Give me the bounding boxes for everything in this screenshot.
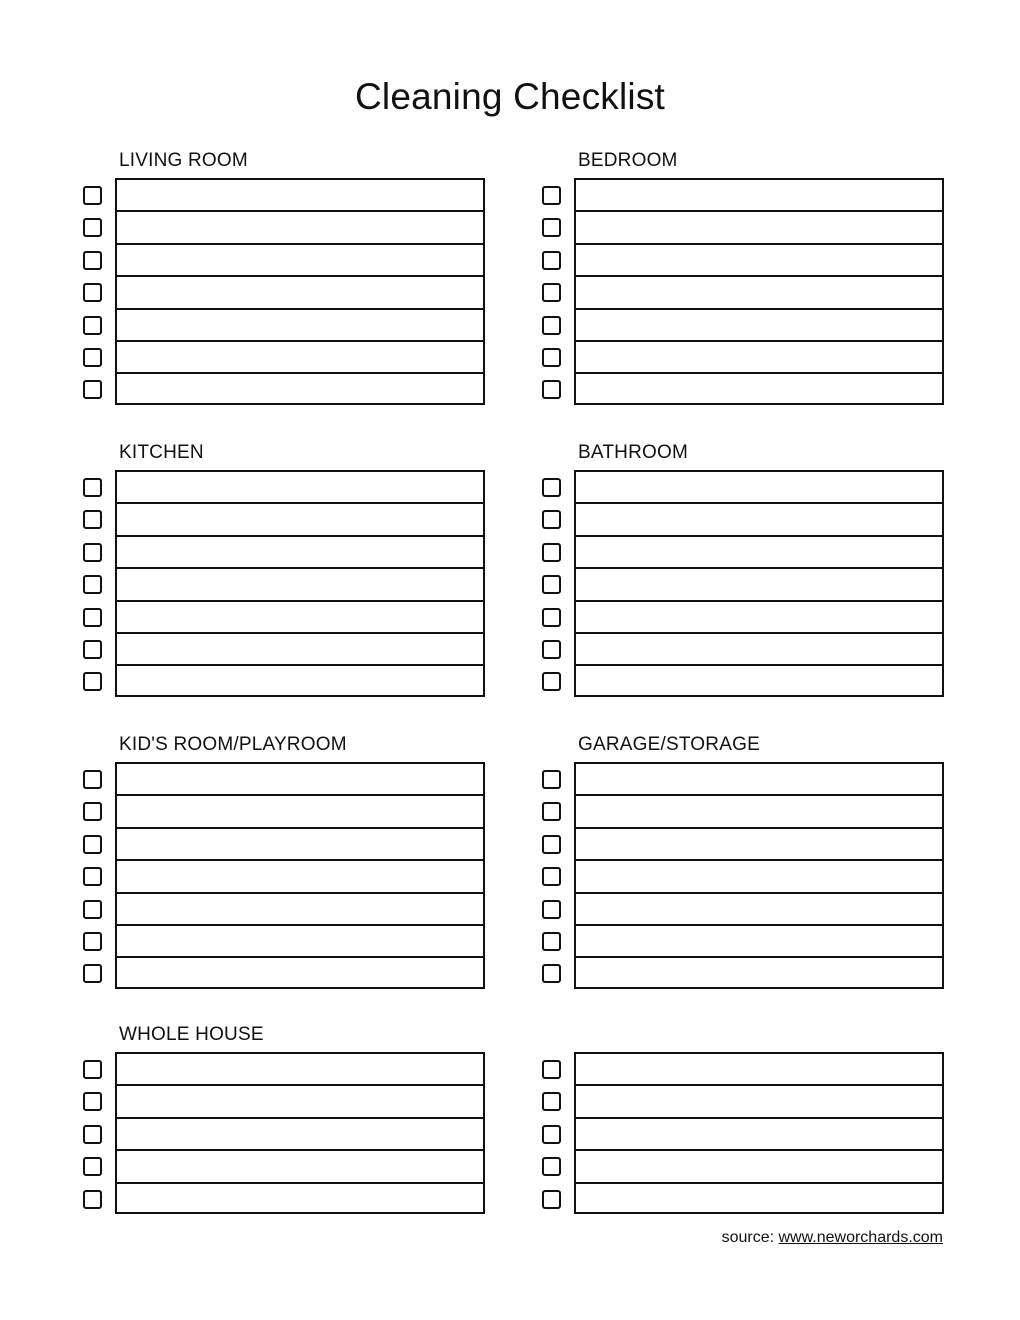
checklist-row (83, 632, 543, 664)
checklist-row (542, 372, 1002, 404)
checkbox[interactable] (542, 575, 561, 594)
checklist-row (83, 535, 543, 567)
checkbox[interactable] (83, 316, 102, 335)
checkbox[interactable] (542, 770, 561, 789)
checklist-row (83, 243, 543, 275)
task-entry-field[interactable] (574, 502, 944, 534)
checklist-row (542, 794, 1002, 826)
checkbox[interactable] (542, 1190, 561, 1209)
task-entry-field[interactable] (115, 308, 485, 340)
task-entry-field[interactable] (115, 924, 485, 956)
checklist-row (83, 1117, 543, 1149)
checklist-row (542, 502, 1002, 534)
checklist-row (83, 956, 543, 988)
task-entry-field[interactable] (574, 924, 944, 956)
checkbox[interactable] (83, 770, 102, 789)
checkbox[interactable] (83, 867, 102, 886)
checkbox[interactable] (83, 348, 102, 367)
source-credit (722, 1229, 943, 1247)
checkbox[interactable] (83, 186, 102, 205)
checkbox[interactable] (542, 543, 561, 562)
checklist-row (542, 664, 1002, 696)
checklist-row (83, 600, 543, 632)
checkbox[interactable] (542, 283, 561, 302)
task-entry-field[interactable] (574, 243, 944, 275)
task-entry-field[interactable] (574, 664, 944, 696)
task-entry-field[interactable] (115, 535, 485, 567)
checklist-row (542, 1117, 1002, 1149)
checkbox[interactable] (542, 478, 561, 497)
checklist-row (542, 308, 1002, 340)
checkbox[interactable] (542, 510, 561, 529)
checkbox[interactable] (83, 1060, 102, 1079)
task-entry-field[interactable] (574, 470, 944, 502)
task-entry-field[interactable] (574, 308, 944, 340)
checkbox[interactable] (83, 932, 102, 951)
checklist-row (542, 827, 1002, 859)
checkbox[interactable] (542, 1092, 561, 1111)
task-entry-field[interactable] (574, 762, 944, 794)
checkbox[interactable] (542, 640, 561, 659)
checklist-rows (83, 470, 543, 697)
checklist-row (542, 535, 1002, 567)
task-entry-field[interactable] (115, 275, 485, 307)
task-entry-field[interactable] (115, 664, 485, 696)
checklist-row (83, 892, 543, 924)
task-entry-field[interactable] (574, 372, 944, 404)
checklist-row (542, 275, 1002, 307)
task-entry-field[interactable] (574, 956, 944, 988)
checkbox[interactable] (83, 478, 102, 497)
checklist-row (83, 924, 543, 956)
task-entry-field[interactable] (115, 859, 485, 891)
checklist-row (542, 340, 1002, 372)
checklist-row (83, 340, 543, 372)
checklist-row (542, 924, 1002, 956)
checkbox[interactable] (542, 608, 561, 627)
task-entry-field[interactable] (115, 1149, 485, 1181)
section-label: BEDROOM (578, 150, 678, 171)
checklist-row (83, 372, 543, 404)
checklist-rows (542, 762, 1002, 989)
checkbox[interactable] (542, 1125, 561, 1144)
checkbox[interactable] (542, 932, 561, 951)
checklist-row (542, 243, 1002, 275)
checkbox[interactable] (542, 380, 561, 399)
checklist-row (83, 859, 543, 891)
checklist-row (542, 210, 1002, 242)
checkbox[interactable] (83, 802, 102, 821)
task-entry-field[interactable] (115, 600, 485, 632)
checklist-row (542, 178, 1002, 210)
task-entry-field[interactable] (574, 600, 944, 632)
checklist-row (542, 600, 1002, 632)
checklist-row (542, 632, 1002, 664)
checklist-row (83, 794, 543, 826)
task-entry-field[interactable] (574, 340, 944, 372)
checkbox[interactable] (542, 251, 561, 270)
task-entry-field[interactable] (115, 632, 485, 664)
checklist-row (542, 1052, 1002, 1084)
checkbox[interactable] (83, 543, 102, 562)
checkbox[interactable] (83, 608, 102, 627)
checkbox[interactable] (83, 251, 102, 270)
task-entry-field[interactable] (115, 470, 485, 502)
checklist-row (83, 178, 543, 210)
task-entry-field[interactable] (574, 210, 944, 242)
task-entry-field[interactable] (115, 178, 485, 210)
checkbox[interactable] (83, 1157, 102, 1176)
checklist-row (83, 1149, 543, 1181)
task-entry-field[interactable] (115, 827, 485, 859)
checkbox[interactable] (83, 380, 102, 399)
checkbox[interactable] (83, 640, 102, 659)
checkbox[interactable] (83, 1092, 102, 1111)
checklist-row (83, 567, 543, 599)
section-label: KITCHEN (119, 442, 204, 463)
checklist-row (542, 567, 1002, 599)
task-entry-field[interactable] (115, 762, 485, 794)
checkbox[interactable] (83, 900, 102, 919)
checklist-row (83, 470, 543, 502)
task-entry-field[interactable] (115, 1084, 485, 1116)
checklist-rows (83, 178, 543, 405)
checkbox[interactable] (83, 218, 102, 237)
checklist-row (542, 956, 1002, 988)
task-entry-field[interactable] (115, 372, 485, 404)
checklist-rows (542, 178, 1002, 405)
task-entry-field[interactable] (574, 275, 944, 307)
checklist-rows (83, 762, 543, 989)
checklist-row (83, 275, 543, 307)
task-entry-field[interactable] (115, 567, 485, 599)
section-label: LIVING ROOM (119, 150, 248, 171)
page-title: Cleaning Checklist (354, 76, 666, 117)
checklist-row (83, 210, 543, 242)
checkbox[interactable] (542, 672, 561, 691)
source-prefix: source: (721, 1229, 779, 1246)
checklist-rows (542, 1052, 1002, 1214)
checkbox[interactable] (542, 964, 561, 983)
checklist-row (83, 762, 543, 794)
checkbox[interactable] (542, 1157, 561, 1176)
task-entry-field[interactable] (574, 632, 944, 664)
task-entry-field[interactable] (574, 1084, 944, 1116)
checkbox[interactable] (83, 835, 102, 854)
checkbox[interactable] (542, 316, 561, 335)
checklist-row (542, 470, 1002, 502)
checkbox[interactable] (542, 186, 561, 205)
task-entry-field[interactable] (574, 827, 944, 859)
checklist-row (542, 762, 1002, 794)
task-entry-field[interactable] (574, 794, 944, 826)
checklist-row (83, 664, 543, 696)
source-link[interactable]: www.neworchards.com (778, 1229, 943, 1246)
checklist-row (83, 1182, 543, 1214)
checklist-row (83, 502, 543, 534)
checkbox[interactable] (542, 900, 561, 919)
checklist-rows (83, 1052, 543, 1214)
task-entry-field[interactable] (115, 243, 485, 275)
checklist-row (542, 859, 1002, 891)
task-entry-field[interactable] (574, 535, 944, 567)
task-entry-field[interactable] (115, 892, 485, 924)
checkbox[interactable] (83, 575, 102, 594)
checkbox[interactable] (83, 672, 102, 691)
task-entry-field[interactable] (115, 1117, 485, 1149)
task-entry-field[interactable] (115, 1182, 485, 1214)
checklist-row (83, 1084, 543, 1116)
checklist-row (542, 1084, 1002, 1116)
section-label: GARAGE/STORAGE (578, 734, 760, 755)
checklist-row (542, 1149, 1002, 1181)
checkbox[interactable] (83, 964, 102, 983)
checkbox[interactable] (83, 510, 102, 529)
checklist-row (542, 1182, 1002, 1214)
task-entry-field[interactable] (115, 956, 485, 988)
section-label: WHOLE HOUSE (119, 1024, 264, 1045)
section-label: BATHROOM (578, 442, 688, 463)
checklist-row (542, 892, 1002, 924)
checklist-row (83, 308, 543, 340)
task-entry-field[interactable] (574, 1182, 944, 1214)
checkbox[interactable] (542, 348, 561, 367)
checklist-row (83, 827, 543, 859)
task-entry-field[interactable] (574, 1052, 944, 1084)
task-entry-field[interactable] (115, 340, 485, 372)
task-entry-field[interactable] (115, 502, 485, 534)
checkbox[interactable] (83, 1190, 102, 1209)
task-entry-field[interactable] (574, 859, 944, 891)
section-label: KID'S ROOM/PLAYROOM (119, 734, 347, 755)
checkbox[interactable] (83, 1125, 102, 1144)
task-entry-field[interactable] (115, 210, 485, 242)
checklist-row (83, 1052, 543, 1084)
task-entry-field[interactable] (574, 1117, 944, 1149)
checkbox[interactable] (542, 218, 561, 237)
checkbox[interactable] (542, 1060, 561, 1079)
task-entry-field[interactable] (574, 567, 944, 599)
task-entry-field[interactable] (574, 892, 944, 924)
checkbox[interactable] (542, 835, 561, 854)
task-entry-field[interactable] (115, 1052, 485, 1084)
checkbox[interactable] (83, 283, 102, 302)
task-entry-field[interactable] (574, 178, 944, 210)
task-entry-field[interactable] (115, 794, 485, 826)
checklist-rows (542, 470, 1002, 697)
checkbox[interactable] (542, 802, 561, 821)
checkbox[interactable] (542, 867, 561, 886)
task-entry-field[interactable] (574, 1149, 944, 1181)
